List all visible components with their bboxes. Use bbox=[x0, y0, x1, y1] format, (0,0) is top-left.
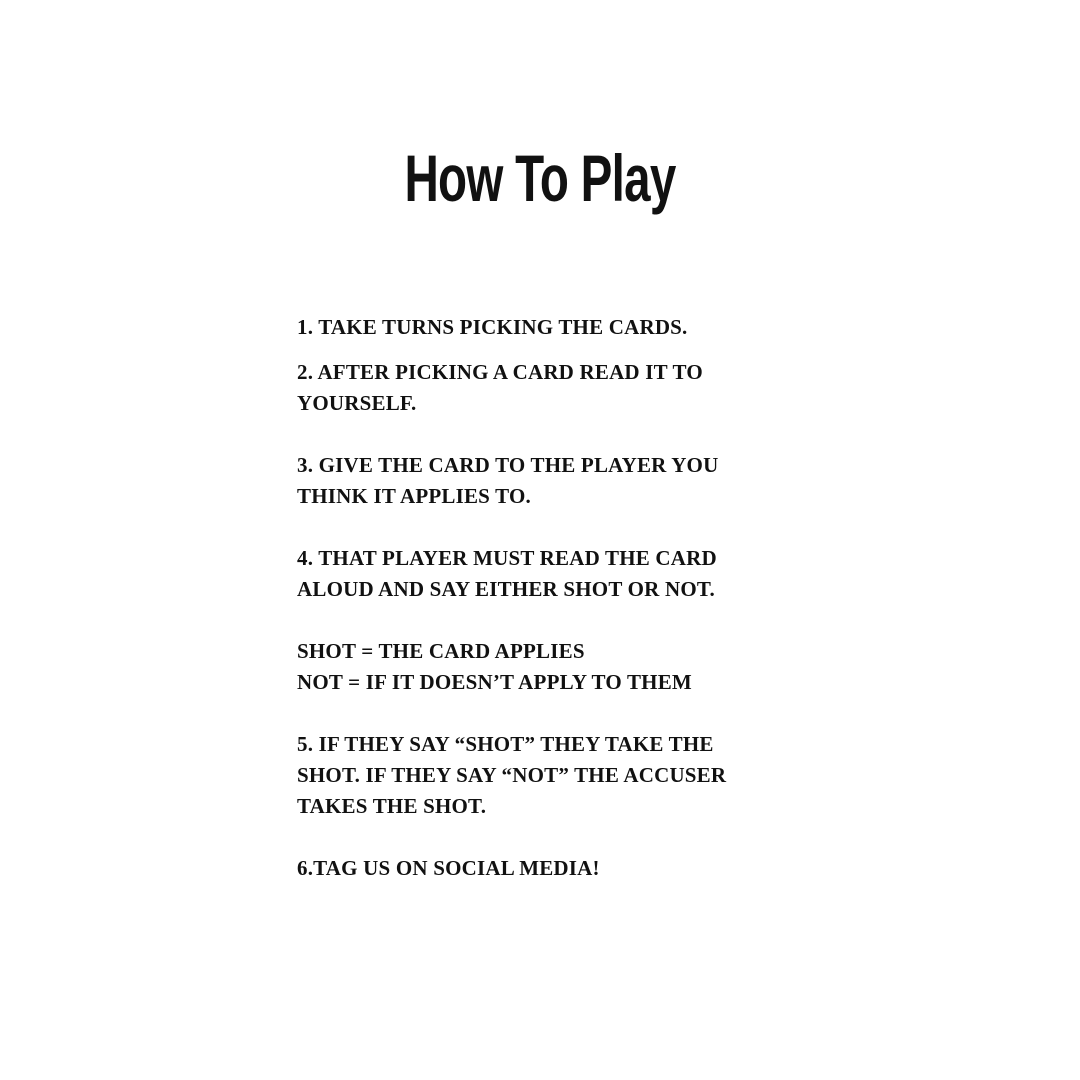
rules-list bbox=[297, 312, 817, 884]
rule-3 bbox=[297, 450, 817, 512]
rule-3-line-1: 3. GIVE THE CARD TO THE PLAYER YOU bbox=[297, 453, 719, 477]
rule-3-line-2: THINK IT APPLIES TO. bbox=[297, 484, 531, 508]
not-definition: NOT = IF IT DOESN’T APPLY TO THEM bbox=[297, 670, 692, 694]
rule-2-line-2: YOURSELF. bbox=[297, 391, 417, 415]
rule-1 bbox=[297, 312, 817, 343]
rule-1-line-1: 1. TAKE TURNS PICKING THE CARDS. bbox=[297, 315, 688, 339]
rule-4-line-1: 4. THAT PLAYER MUST READ THE CARD bbox=[297, 546, 717, 570]
shot-definition: SHOT = THE CARD APPLIES bbox=[297, 639, 585, 663]
rule-5-line-3: TAKES THE SHOT. bbox=[297, 794, 487, 818]
rule-2 bbox=[297, 357, 817, 419]
rule-4 bbox=[297, 543, 817, 605]
page-title: How To Play bbox=[404, 141, 676, 215]
rule-5-line-2: SHOT. IF THEY SAY “NOT” THE ACCUSER bbox=[297, 763, 727, 787]
rule-6-line-1: 6.TAG US ON SOCIAL MEDIA! bbox=[297, 856, 600, 880]
rule-5 bbox=[297, 729, 817, 822]
rule-6 bbox=[297, 853, 817, 884]
rule-5-line-1: 5. IF THEY SAY “SHOT” THEY TAKE THE bbox=[297, 732, 714, 756]
shot-not-definitions bbox=[297, 636, 817, 698]
rule-4-line-2: ALOUD AND SAY EITHER SHOT OR NOT. bbox=[297, 577, 715, 601]
rule-2-line-1: 2. AFTER PICKING A CARD READ IT TO bbox=[297, 360, 703, 384]
